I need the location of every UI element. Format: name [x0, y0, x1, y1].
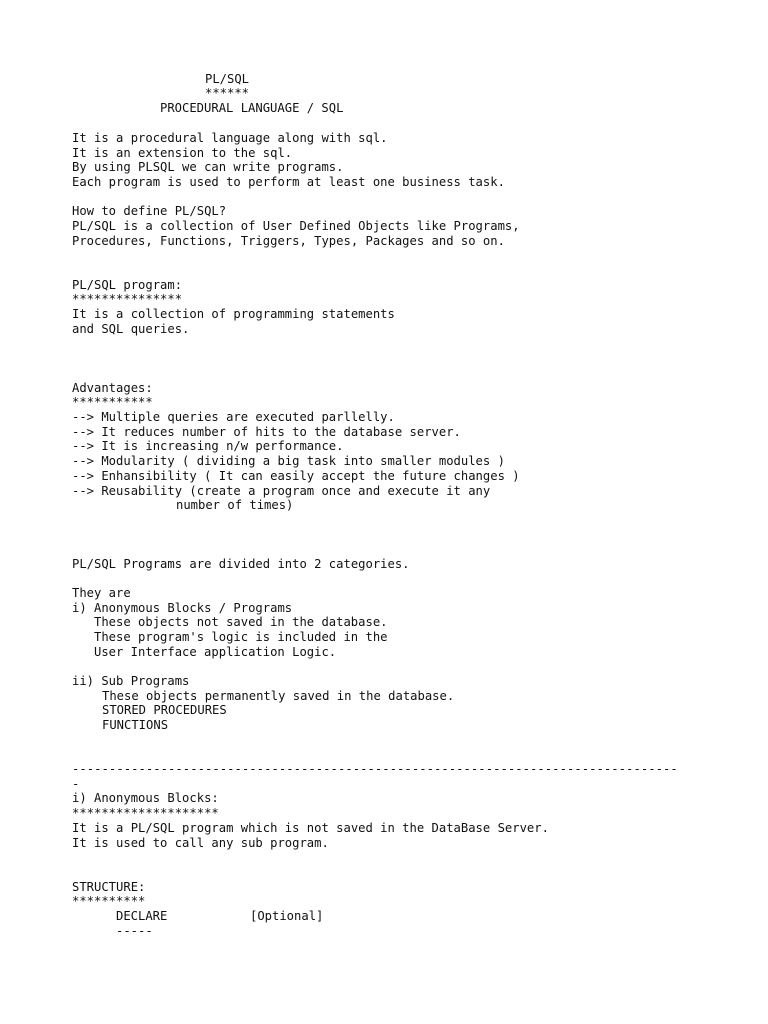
categories-intro: PL/SQL Programs are divided into 2 categories. [72, 557, 410, 571]
advantages-heading-underline: *********** [72, 395, 153, 409]
definition-line: Procedures, Functions, Triggers, Types, Packages and so on. [72, 234, 505, 248]
anon-heading: i) Anonymous Blocks: [72, 791, 219, 805]
intro-line: Each program is used to perform at least one business task. [72, 175, 505, 189]
category-heading: i) Anonymous Blocks / Programs [72, 601, 293, 615]
structure-heading-underline: ********** [72, 894, 146, 908]
advantage-item: --> Multiple queries are executed parllelly. [72, 410, 395, 424]
structure-declare: DECLARE [116, 909, 168, 923]
advantage-item: --> Modularity ( dividing a big task into smaller modules ) [72, 454, 505, 468]
intro-line: By using PLSQL we can write programs. [72, 160, 344, 174]
program-text-line: It is a collection of programming statements [72, 307, 395, 321]
advantage-item: --> It reduces number of hits to the database server. [72, 425, 461, 439]
intro-line: It is an extension to the sql. [72, 146, 293, 160]
category-line: User Interface application Logic. [94, 645, 337, 659]
category-line: These program's logic is included in the [94, 630, 388, 644]
category-line: FUNCTIONS [102, 718, 169, 732]
they-are-label: They are [72, 586, 131, 600]
definition-line: PL/SQL is a collection of User Defined Objects like Programs, [72, 219, 520, 233]
advantage-item: --> It is increasing n/w performance. [72, 439, 344, 453]
intro-line: It is a procedural language along with sql. [72, 131, 388, 145]
doc-subtitle: PROCEDURAL LANGUAGE / SQL [160, 101, 344, 115]
anon-text-line: It is a PL/SQL program which is not saved in the DataBase Server. [72, 821, 549, 835]
advantage-item: --> Enhansibility ( It can easily accept the future changes ) [72, 469, 520, 483]
category-line: These objects not saved in the database. [94, 615, 388, 629]
advantage-item-continuation: number of times) [176, 498, 294, 512]
category-heading: ii) Sub Programs [72, 674, 190, 688]
section-separator-end: - [72, 777, 80, 791]
anon-text-line: It is used to call any sub program. [72, 836, 329, 850]
category-line: These objects permanently saved in the database. [102, 689, 455, 703]
definition-question: How to define PL/SQL? [72, 204, 227, 218]
category-line: STORED PROCEDURES [102, 703, 227, 717]
doc-title: PL/SQL [205, 72, 250, 86]
program-heading-underline: *************** [72, 292, 183, 306]
structure-heading: STRUCTURE: [72, 880, 146, 894]
anon-heading-underline: ******************** [72, 806, 219, 820]
section-separator: ---------------------------------------------------------------------------------- [72, 762, 678, 776]
doc-title-underline: ****** [205, 86, 250, 100]
structure-optional: [Optional] [250, 909, 324, 923]
advantages-heading: Advantages: [72, 381, 153, 395]
structure-dashes: ----- [116, 924, 153, 938]
program-text-line: and SQL queries. [72, 322, 190, 336]
program-heading: PL/SQL program: [72, 278, 183, 292]
advantage-item: --> Reusability (create a program once and execute it any [72, 484, 491, 498]
